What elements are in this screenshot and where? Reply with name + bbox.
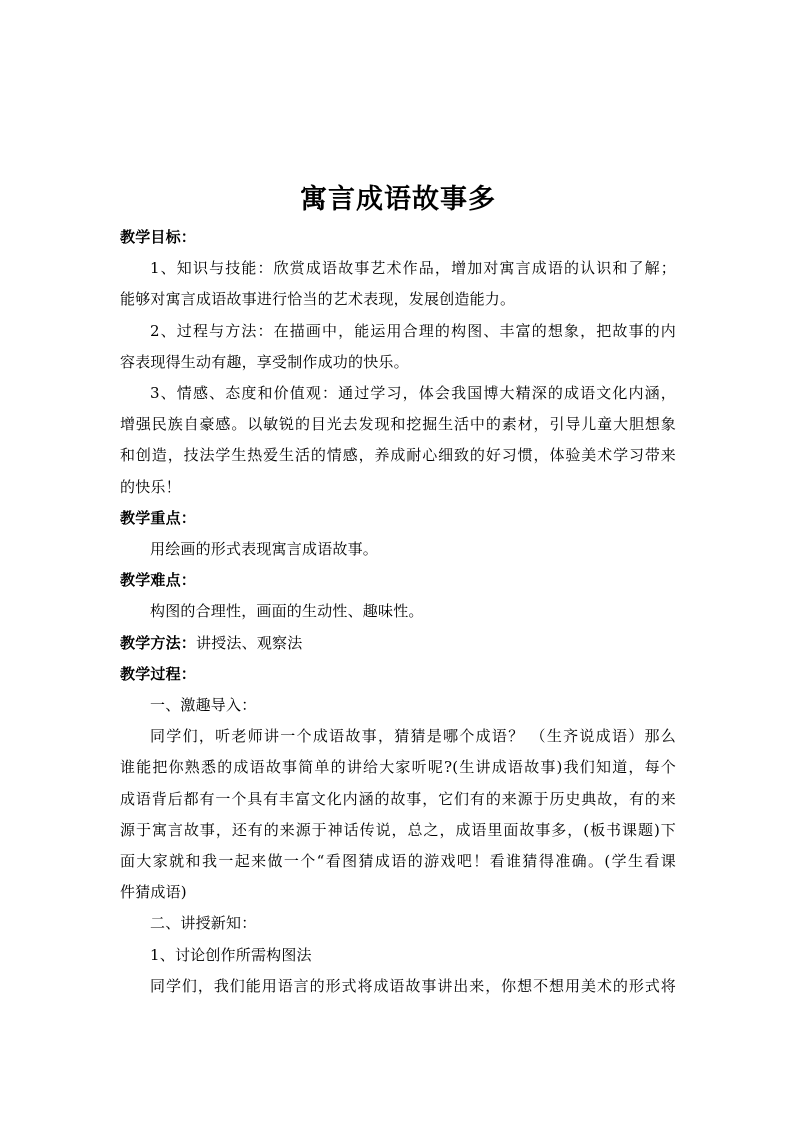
goal-3-line-4: 的快乐！ — [120, 477, 181, 496]
key-points-text: 用绘画的形式表现寓言成语故事。 — [150, 540, 379, 559]
intro-line-2: 谁能把你熟悉的成语故事简单的讲给大家听呢?(生讲成语故事)我们知道，每个 — [120, 758, 676, 777]
methods-heading: 教学方法： — [120, 633, 197, 652]
methods-line — [120, 628, 676, 659]
goal-3-line-1: 3、情感、态度和价值观：通过学习，体会我国博大精深的成语文化内涵， — [150, 384, 676, 403]
document-title: 寓言成语故事多 — [300, 184, 496, 215]
process-heading: 教学过程： — [120, 664, 197, 683]
intro-line-6: 件猜成语) — [120, 883, 187, 902]
new-knowledge-heading: 二、讲授新知： — [150, 914, 257, 933]
key-points-heading: 教学重点： — [120, 508, 197, 527]
intro-line-1: 同学们，听老师讲一个成语故事，猜猜是哪个成语？ （生齐说成语）那么 — [150, 727, 676, 746]
goal-1-line-2: 能够对寓言成语故事进行恰当的艺术表现，发展创造能力。 — [120, 290, 516, 309]
goals-heading: 教学目标： — [120, 228, 197, 246]
goal-2-line-1: 2、过程与方法：在描画中，能运用合理的构图、丰富的想象，把故事的内 — [150, 321, 676, 340]
intro-heading: 一、激趣导入： — [150, 696, 257, 715]
goal-2-line-2: 容表现得生动有趣，享受制作成功的快乐。 — [120, 352, 409, 371]
intro-line-5: 面大家就和我一起来做一个“看图猜成语的游戏吧！看谁猜得准确。(学生看课 — [120, 852, 676, 871]
goal-1-line-1: 1、知识与技能：欣赏成语故事艺术作品，增加对寓言成语的认识和了解； — [150, 259, 676, 278]
goal-3-line-2: 增强民族自豪感。以敏锐的目光去发现和挖掘生活中的素材，引导儿童大胆想象 — [120, 415, 676, 434]
difficulties-text: 构图的合理性，画面的生动性、趣味性。 — [150, 602, 424, 621]
subsection-1-heading: 1、讨论创作所需构图法 — [150, 945, 312, 964]
subsection-1-line-1: 同学们，我们能用语言的形式将成语故事讲出来，你想不想用美术的形式将 — [150, 976, 676, 995]
methods-text: 讲授法、观察法 — [196, 633, 303, 652]
document-page — [120, 178, 676, 1002]
difficulties-heading: 教学难点： — [120, 571, 197, 590]
goal-3-line-3: 和创造，技法学生热爱生活的情感，养成耐心细致的好习惯，体验美术学习带来 — [120, 446, 676, 465]
intro-line-3: 成语背后都有一个具有丰富文化内涵的故事，它们有的来源于历史典故，有的来 — [120, 789, 676, 808]
intro-line-4: 源于寓言故事，还有的来源于神话传说，总之，成语里面故事多，(板书课题)下 — [120, 820, 676, 839]
